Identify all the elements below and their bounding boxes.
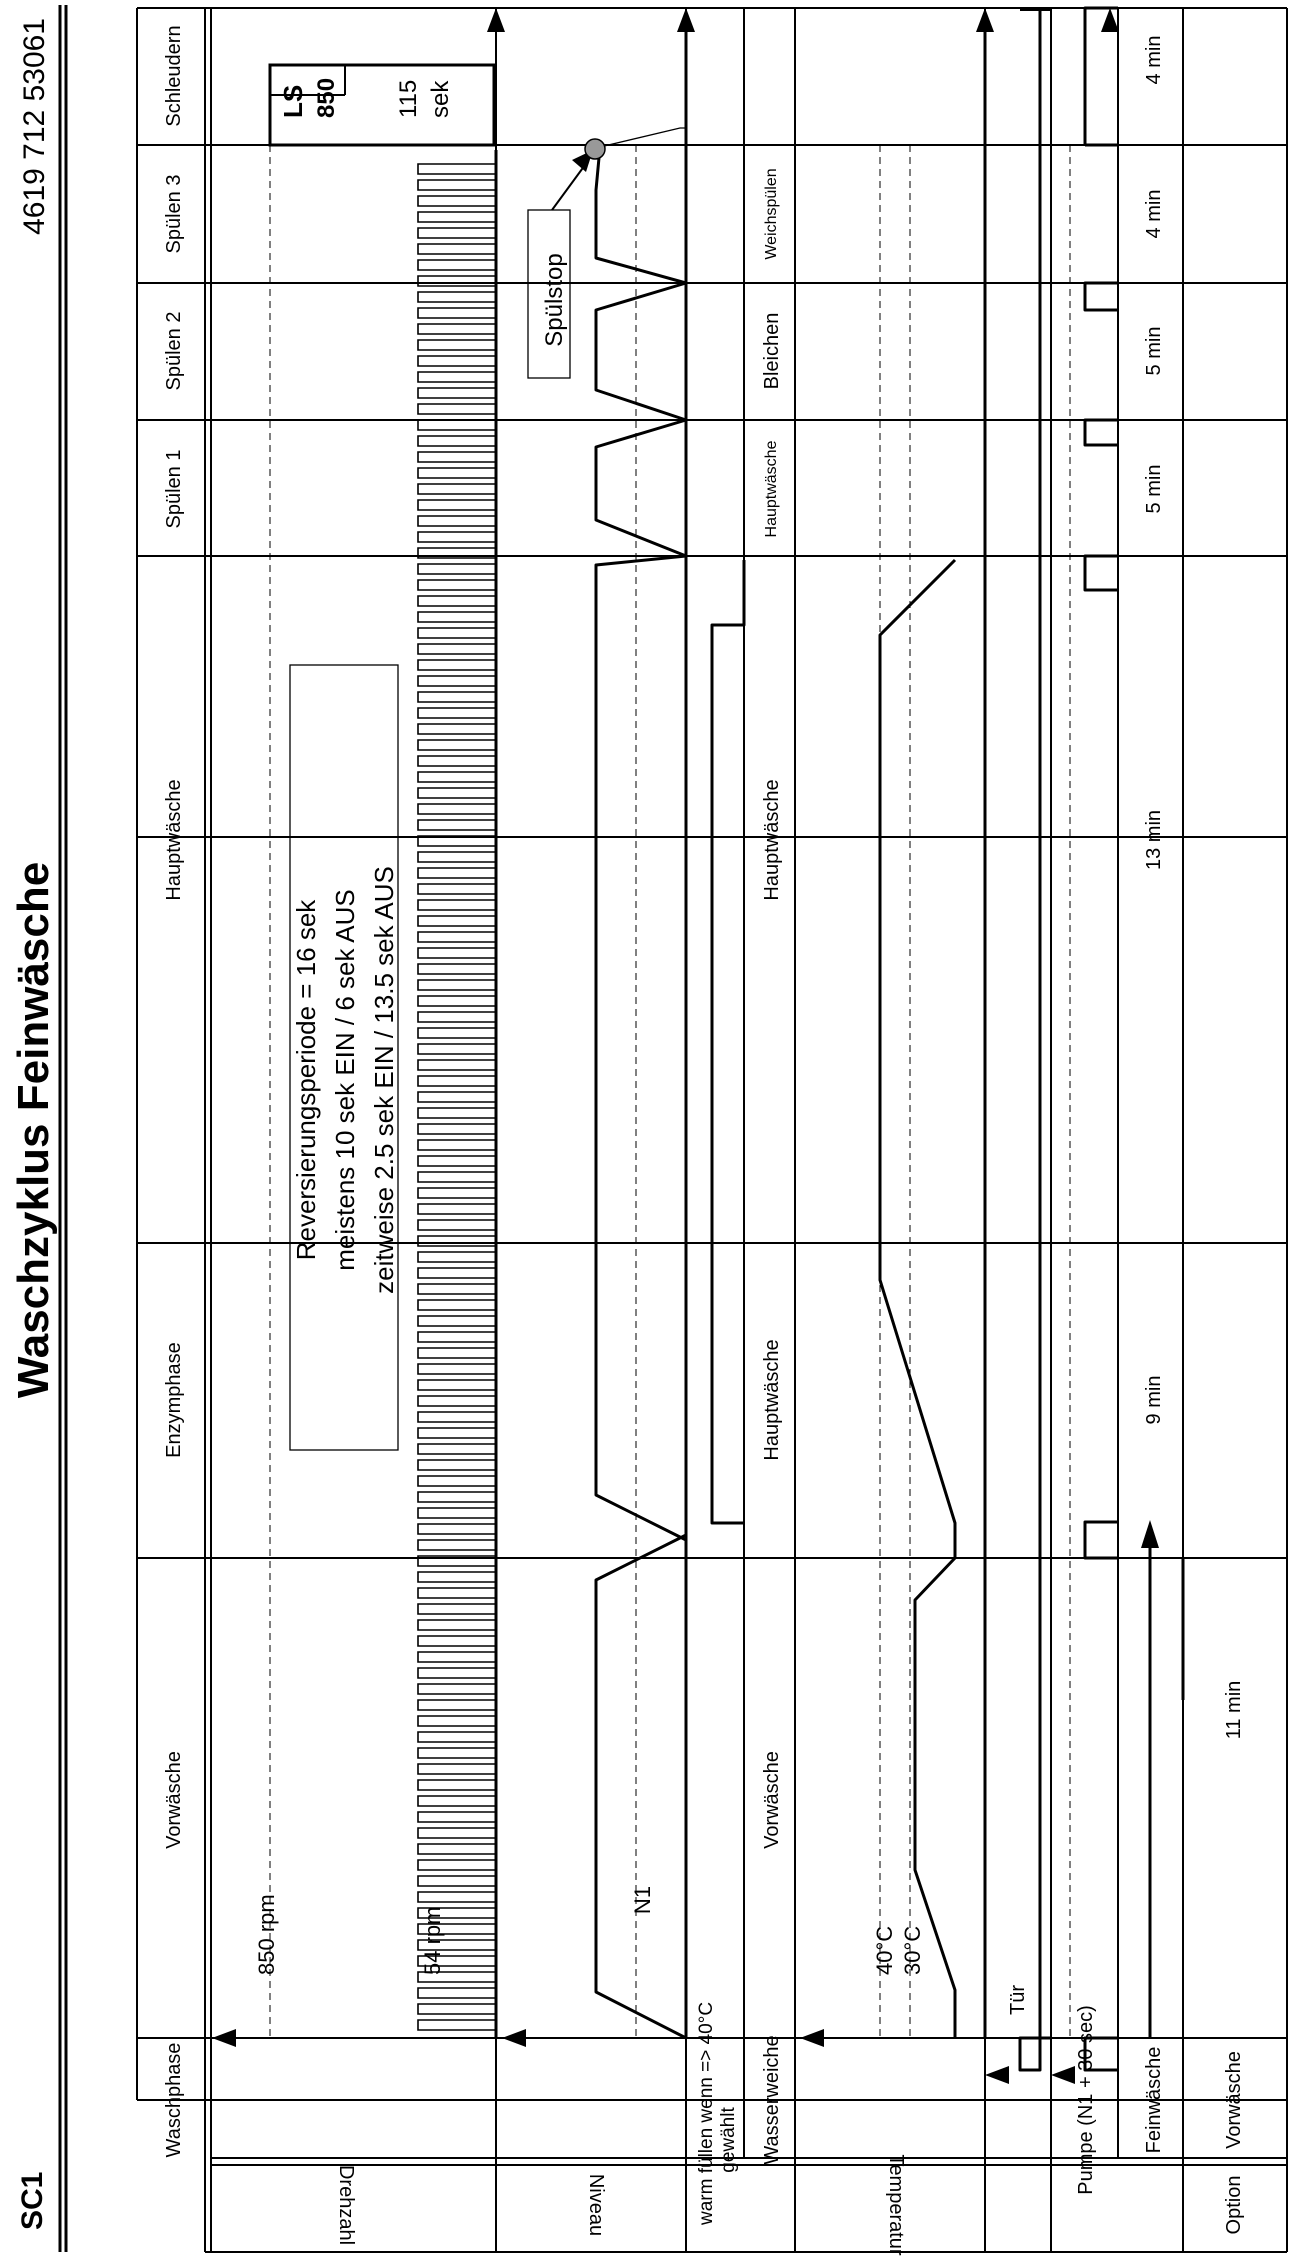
reversing-line-2: meistens 10 sek EIN / 6 sek AUS bbox=[330, 889, 360, 1271]
phase-hauptwaesche: Hauptwäsche bbox=[163, 779, 185, 901]
program-code: SC1 bbox=[16, 2171, 49, 2230]
ls-unit: sek bbox=[427, 80, 454, 118]
row-warm-2: gewählt bbox=[718, 2107, 739, 2173]
row-rpm-low: 54 rpm bbox=[420, 1906, 445, 1975]
phase-spuelen-2: Spülen 2 bbox=[163, 311, 185, 391]
row-vorwaesche: Vorwäsche bbox=[1223, 2051, 1245, 2149]
weiche-spuelen-1: Hauptwäsche bbox=[763, 440, 780, 538]
row-waschphase: Waschphase bbox=[163, 2042, 185, 2158]
duration-enzymphase: 9 min bbox=[1143, 1375, 1165, 1425]
spuelstop-marker bbox=[585, 139, 605, 159]
duration-spuelen-3: 4 min bbox=[1143, 189, 1165, 239]
phase-enzymphase: Enzymphase bbox=[163, 1342, 185, 1458]
option-duration: 11 min bbox=[1223, 1680, 1245, 1740]
duration-schleudern: 4 min bbox=[1143, 35, 1165, 85]
row-rpm-high: 850 rpm bbox=[254, 1894, 279, 1975]
duration-spuelen-2: 5 min bbox=[1143, 326, 1165, 376]
ls-rpm: 850 bbox=[313, 77, 340, 118]
page-title: Waschzyklus Feinwäsche bbox=[9, 861, 58, 1399]
row-wasserweiche: Wasserweiche bbox=[761, 2035, 783, 2165]
phase-vorwaesche: Vorwäsche bbox=[163, 1751, 185, 1849]
row-tuer: Tür bbox=[1007, 1985, 1029, 2015]
label-niveau: Niveau bbox=[585, 2173, 607, 2237]
label-option: Option bbox=[1223, 2175, 1245, 2235]
row-n1: N1 bbox=[630, 1885, 655, 1915]
reversing-line-3: zeitweise 2.5 sek EIN / 13.5 sek AUS bbox=[369, 866, 399, 1294]
phase-schleudern: Schleudern bbox=[163, 25, 185, 127]
duration-spuelen-1: 5 min bbox=[1143, 464, 1165, 514]
weiche-hauptwaesche: Hauptwäsche bbox=[761, 779, 783, 901]
phase-spuelen-1: Spülen 1 bbox=[163, 449, 185, 529]
row-feinwaesche: Feinwäsche bbox=[1143, 2046, 1165, 2154]
reversing-line-1: Reversierungsperiode = 16 sek bbox=[291, 899, 321, 1261]
row-temp-30: 30°C bbox=[900, 1925, 925, 1975]
ls-label: LS bbox=[278, 84, 308, 118]
ls-time: 115 bbox=[395, 79, 422, 118]
spuelstop-label: Spülstop bbox=[541, 253, 568, 347]
label-temperatur: Temperatur bbox=[885, 2154, 907, 2256]
row-temp-40: 40°C bbox=[872, 1925, 897, 1975]
weiche-spuelen-2: Bleichen bbox=[761, 312, 783, 390]
weiche-vorwaesche: Vorwäsche bbox=[761, 1751, 783, 1849]
row-warm-1: warm füllen wenn => 40°C bbox=[696, 2001, 717, 2225]
weiche-spuelen-3: Weichspülen bbox=[763, 168, 780, 260]
row-pumpe: Pumpe (N1 + 30 sec) bbox=[1075, 2005, 1097, 2195]
document-number: 4619 712 53061 bbox=[18, 18, 51, 235]
label-drehzahl: Drehzahl bbox=[335, 2164, 357, 2246]
weiche-enzymphase: Hauptwäsche bbox=[761, 1339, 783, 1461]
duration-hauptwaesche: 13 min bbox=[1143, 809, 1165, 871]
phase-spuelen-3: Spülen 3 bbox=[163, 174, 185, 254]
